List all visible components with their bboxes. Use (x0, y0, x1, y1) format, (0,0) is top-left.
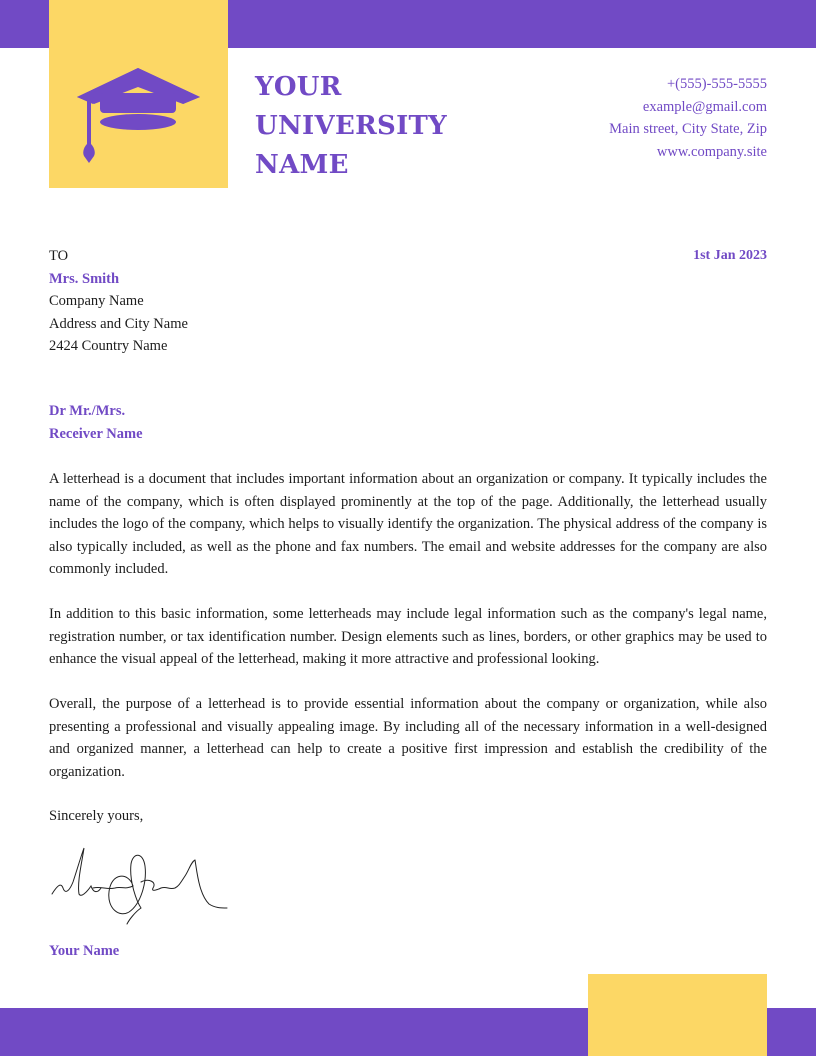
letter-date: 1st Jan 2023 (693, 248, 767, 263)
graduation-cap-icon (49, 0, 228, 188)
body-paragraph: A letterhead is a document that includes important information about an organization or company. It typically includes the name of the company, which is often displayed prominently at the top of the page. Additionally, the letterhead usually includes the logo of the company, which helps to visually identify the organization. The physical address of the company is also typically included, as well as the phone and fax numbers. The email and website addresses for the company are also commonly included. (49, 471, 767, 577)
recipient-company: Company Name (49, 293, 144, 309)
recipient-address: Address and City Name (49, 315, 188, 332)
signature-icon (49, 842, 229, 931)
logo-box (49, 0, 228, 188)
salutation-title: Dr Mr./Mrs. (49, 403, 126, 419)
contact-website[interactable]: www.company.site (656, 143, 767, 160)
contact-phone[interactable]: +(555)-555-5555 (667, 76, 767, 92)
body-paragraph: In addition to this basic information, some letterheads may include legal information such as the company's legal name, registration number, or tax identification number. Design elements such as lines, borders, or other graphics may be used to enhance the visual appeal of the letterhead, making it more attractive and professional looking. (49, 606, 767, 667)
university-name-line: UNIVERSITY (255, 111, 448, 141)
salutation-receiver: Receiver Name (49, 425, 143, 442)
to-label: TO (49, 248, 69, 264)
sender-name: Your Name (49, 943, 120, 959)
closing-text: Sincerely yours, (49, 808, 144, 824)
university-name-line: NAME (255, 150, 349, 180)
university-name-line: YOUR (255, 72, 342, 102)
contact-email[interactable]: example@gmail.com (642, 98, 767, 115)
university-name (255, 68, 447, 185)
body-paragraph: Overall, the purpose of a letterhead is to provide essential information about the company or organization, while also presenting a professional and visually appealing image. By including all of the necessary information in a well-designed and organized manner, a letterhead can help to create a positive first impression and establish the credibility of the organization. (49, 696, 767, 780)
recipient-country: 2424 Country Name (49, 338, 168, 354)
salutation-block (49, 400, 143, 445)
bottom-accent-box (588, 974, 767, 1056)
letter-body (49, 468, 767, 806)
contact-block (609, 73, 767, 163)
recipient-block (49, 245, 188, 358)
recipient-name: Mrs. Smith (49, 270, 120, 287)
contact-address: Main street, City State, Zip (609, 121, 767, 137)
